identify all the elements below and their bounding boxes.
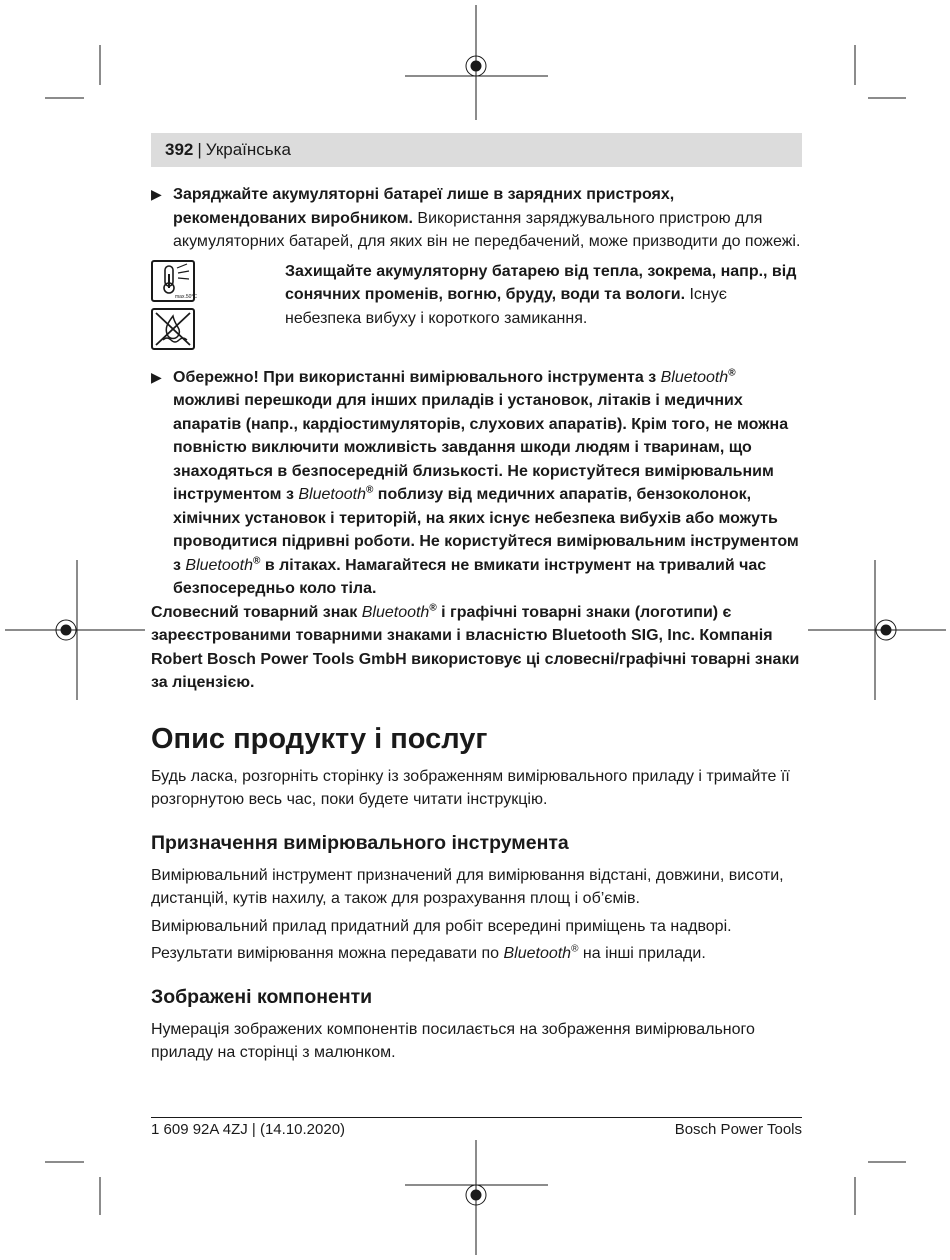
- header-separator: |: [197, 140, 202, 159]
- footer-doc-id: 1 609 92A 4ZJ | (14.10.2020): [151, 1121, 346, 1138]
- trademark-part2: і графічні товарні знаки (логотипи) є зареєстрованими товарними знаками і власністю Bluetooth SIG, Inc. Компанія Robert Bosch Power Tools GmbH використовує ці словесні/графічні товарні знаки за ліцензією.: [151, 603, 800, 691]
- registered-mark: ®: [571, 943, 579, 955]
- components-title: Зображені компоненти: [151, 985, 373, 1008]
- charger-warning-bold: Заряджайте акумуляторні батареї лише в зарядних пристроях, рекомендованих виробником.: [173, 186, 675, 227]
- bluetooth-term: Bluetooth: [503, 945, 572, 962]
- heat-warning-text: [285, 260, 806, 356]
- registered-mark: ®: [429, 602, 437, 614]
- footer-brand: Bosch Power Tools: [674, 1121, 802, 1138]
- bluetooth-warning-part4: в літаках. Намагайтеся не вмикати інструмент на тривалий час безпосередньо коло тіла.: [173, 556, 767, 597]
- registered-mark: ®: [728, 367, 736, 379]
- bluetooth-warning-part2: можливі перешкоди для інших приладів і установок, літаків і медичних апаратів (напр., кардіостимуляторів, слухових апаратів). Крім того, не можна повністю виключити можливість завдання шкоди людям і тваринам, що знаходяться в безпосередній близькості. Не користуйтеся вимірювальним інструментом з: [173, 392, 789, 503]
- bullet-arrow-icon: ▶: [151, 186, 162, 202]
- thermometer-sun-icon: [151, 260, 198, 302]
- max-temp-label: max.50°C: [175, 293, 198, 300]
- section-intro: Будь ласка, розгорніть сторінку із зображенням вимірювального приладу і тримайте її розгорнутою весь час, поки будете читати інструкцію.: [151, 767, 790, 808]
- purpose-text-3b: на інші прилади.: [578, 945, 706, 962]
- registered-mark: ®: [365, 484, 374, 496]
- warning-icons: [151, 260, 285, 356]
- bluetooth-term: Bluetooth: [298, 486, 366, 503]
- page-header: [151, 133, 802, 167]
- purpose-title: Призначення вимірювального інструмента: [151, 831, 569, 854]
- purpose-text-2: Вимірювальний прилад придатний для робіт всередині приміщень та надворі.: [151, 917, 732, 935]
- charger-warning: [151, 183, 806, 254]
- header-language: Українська: [205, 140, 291, 159]
- components-text: Нумерація зображених компонентів посилається на зображення вимірювального приладу на сторінці з малюнком.: [151, 1020, 755, 1061]
- bullet-arrow-icon: ▶: [151, 368, 162, 385]
- bluetooth-term: Bluetooth: [185, 556, 254, 574]
- bluetooth-warning-part3: поблизу від медичних апаратів, бензоколонок, хімічних установок і територій, на яких існує небезпека вибухів або можуть проводитися підривні роботи. Не користуйтеся вимірювальним інструментом з: [173, 486, 799, 574]
- heat-warning-bold: Захищайте акумуляторну батарею від тепла, зокрема, напр., від сонячних променів, вогню, бруду, води та вологи.: [285, 262, 797, 303]
- bluetooth-term: Bluetooth: [660, 368, 729, 386]
- heat-warning: [151, 260, 806, 356]
- section-title: Опис продукту і послуг: [151, 722, 488, 755]
- page-number: 392: [165, 140, 194, 159]
- purpose-text-1: Вимірювальний інструмент призначений для вимірювання відстані, довжини, висоти, дистанцій, кутів нахилу, а також для розрахування площ і об’ємів.: [151, 866, 784, 907]
- bluetooth-warning-part1: Обережно! При використанні вимірювального інструмента з: [173, 368, 661, 386]
- heat-warning-rest: Існує небезпека вибуху і короткого замикання.: [285, 286, 727, 327]
- purpose-text-3a: Результати вимірювання можна передавати по: [151, 945, 504, 962]
- page-footer: [151, 1117, 802, 1138]
- trademark-notice: [151, 601, 806, 695]
- trademark-part1: Словесний товарний знак: [151, 603, 362, 621]
- bluetooth-term: Bluetooth: [361, 603, 430, 621]
- registered-mark: ®: [253, 555, 261, 567]
- bluetooth-warning: [151, 366, 806, 601]
- no-fire-water-icon: [151, 308, 195, 350]
- charger-warning-text: Використання заряджувального пристрою для акумуляторних батарей, для яких він не передбачений, може призводити до пожежі.: [173, 209, 801, 250]
- purpose-text-3: [151, 942, 806, 966]
- page-content: [151, 183, 806, 1069]
